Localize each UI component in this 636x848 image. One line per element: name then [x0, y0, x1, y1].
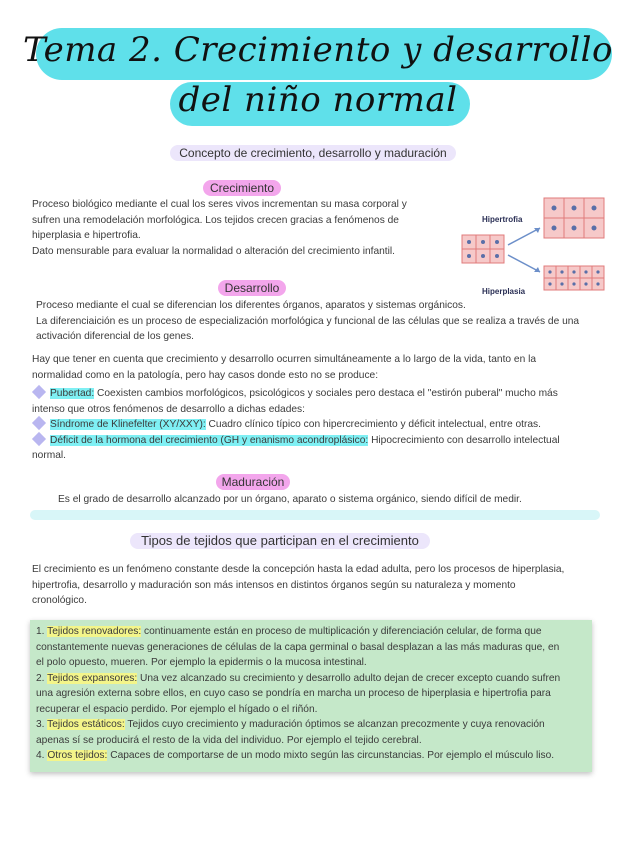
- term-renovadores: Tejidos renovadores:: [47, 626, 142, 637]
- desarrollo-intro: Hay que tener en cuenta que crecimiento y desarrollo ocurren simultáneamente a lo largo de la vida, tanto en la normalidad como en la patología, pero hay casos donde esto no se produce:: [32, 354, 537, 381]
- heading-crecimiento: Crecimiento: [203, 180, 281, 196]
- heading-maduracion: Maduración: [216, 474, 290, 490]
- desarrollo-text: Proceso mediante el cual se diferencian los diferentes órganos, aparatos y sistemas orgánicos. La diferenciaición es un proceso de especialización morfológica y funcional de las células que se realiza a través de una activación diferencial de los genes.: [36, 300, 580, 342]
- bullet-icon: [32, 431, 46, 445]
- term-gh: Déficit de la hormona del crecimiento (GH y enanismo acondroplásico:: [50, 434, 369, 446]
- label-hiperplasia: Hiperplasia: [482, 287, 526, 296]
- page-title-line1: Tema 2. Crecimiento y desarrollo: [23, 30, 613, 70]
- hipertrofia-hiperplasia-diagram: [460, 190, 610, 310]
- term-expansores: Tejidos expansores:: [47, 672, 138, 684]
- left-cells: [462, 235, 504, 263]
- bullet-icon: [32, 385, 46, 399]
- page-title-line2: del niño normal: [178, 80, 458, 120]
- desarrollo-list: Pubertad: Coexisten cambios morfológicos, psicológicos y sociales pero destaca el "estirón puberal" mucho más intenso que otros fenómenos de desarrollo a dichas edades: Síndrome de Klinefelter (XY/XXY): Cuadro clínico típico con hipercrecimiento y déficit intelectual, entre otras. Déficit de la hormona del crecimiento (GH y enanismo acondroplásico: Hipocrecimiento con desarrollo intelectual normal.: [32, 386, 612, 464]
- subtitle: Concepto de crecimiento, desarrollo y maduración: [170, 145, 456, 161]
- tejidos-list: 1. Tejidos renovadores: continuamente están en proceso de multiplicación y diferenciación celular, de forma que constantemente nuevas generaciones de células de la capa germinal o basal desplazan a las más maduras que, en el polo opuesto, mueren. Por ejemplo la epidermis o la mucosa intestinal. 2. Tejidos expansores: Una vez alcanzado su crecimiento y desarrollo adulto dejan de crecer excepto cuando sufren una agresión externa sobre ellos, en cuyo caso se pondría en marcha un proceso de hiperplasia e hipertrofia para recuperar el espacio perdido. Por ejemplo el hígado o el riñón. 3. Tejidos estáticos: Tejidos cuyo crecimiento y maduración óptimos se alcanzan precozmente y cuya renovación apenas sí se producirá el resto de la vida del individuo. Por ejemplo el tejido cerebral. 4. Otros tejidos: Capaces de comportarse de un modo mixto según las circunstancias. Por ejemplo el músculo liso.: [36, 626, 561, 761]
- hiperplasia-cells: [544, 266, 604, 290]
- hipertrofia-cells: [544, 198, 604, 238]
- term-estaticos: Tejidos estáticos:: [47, 719, 125, 730]
- term-otros: Otros tejidos:: [47, 750, 108, 761]
- crecimiento-text: Proceso biológico mediante el cual los seres vivos incrementan su masa corporal y sufren una remodelación morfológica. Los tejidos crecen gracias a fenómenos de hiperplasia e hipertrofia. Dato mensurable para evaluar la normalidad o alteración del crecimiento infantil.: [32, 199, 407, 257]
- heading-desarrollo: Desarrollo: [218, 280, 286, 296]
- tipos-intro: El crecimiento es un fenómeno constante desde la concepción hasta la edad adulta, pero los procesos de hiperplasia, hipertrofia, desarrollo y maduración son más intensos en distintos órganos según su naturaleza y momento cronológico.: [32, 564, 565, 606]
- section-divider: [30, 510, 600, 520]
- bullet-icon: [32, 416, 46, 430]
- term-pubertad: Pubertad:: [50, 388, 95, 399]
- maduracion-text: Es el grado de desarrollo alcanzado por un órgano, aparato o sistema orgánico, siendo difícil de medir.: [58, 494, 522, 505]
- term-klinefelter: Síndrome de Klinefelter (XY/XXY):: [50, 419, 206, 430]
- heading-tipos: Tipos de tejidos que participan en el crecimiento: [130, 533, 430, 549]
- label-hipertrofia: Hipertrofia: [482, 215, 523, 224]
